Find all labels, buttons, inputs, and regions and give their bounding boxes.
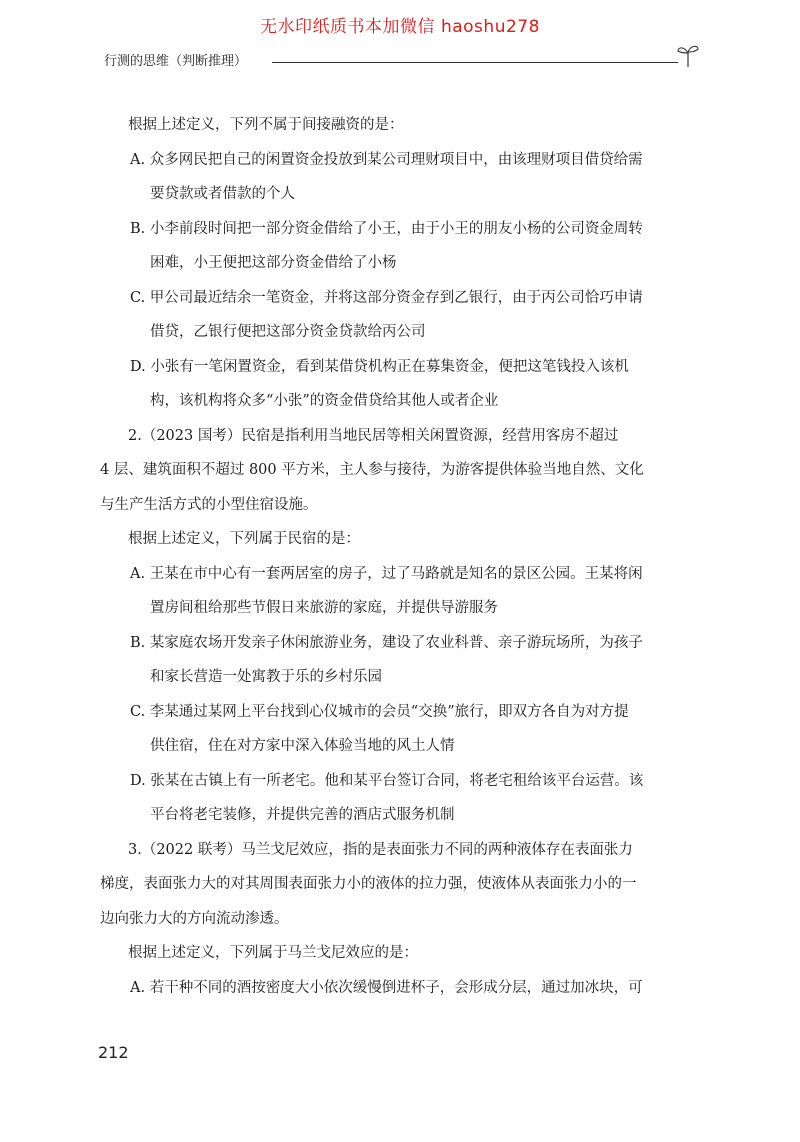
header-title: 行测的思维（判断推理）: [104, 54, 248, 69]
question-2-text-continued: 4 层、建筑面积不超过 800 平方米，主人参与接待，为游客提供体验当地自然、文化: [100, 462, 644, 478]
question-3-text-end: 边向张力大的方向流动渗透。: [100, 910, 289, 927]
watermark-text: 无水印纸质书本加微信 haoshu278: [260, 17, 540, 37]
option-c: C. 李某通过某网上平台找到心仪城市的会员“交换”旅行，即双方各自为对方提: [130, 703, 629, 720]
header-rule: [272, 62, 678, 63]
option-a-continued: 要贷款或者借款的个人: [150, 186, 295, 202]
option-a: A. 王某在市中心有一套两居室的房子，过了马路就是知名的景区公园。王某将闲: [130, 565, 643, 582]
option-b-continued: 困难，小王便把这部分资金借给了小杨: [150, 255, 397, 271]
option-c-continued: 借贷，乙银行便把这部分资金贷款给丙公司: [150, 324, 426, 340]
option-b: B. 某家庭农场开发亲子休闲旅游业务，建设了农业科普、亲子游玩场所，为孩子: [130, 634, 643, 651]
question-2-text-end: 与生产生活方式的小型住宿设施。: [100, 496, 318, 513]
question-2-text: 2.（2023 国考）民宿是指利用当地民居等相关闲置资源，经营用客房不超过: [128, 427, 619, 444]
running-header: [104, 50, 704, 72]
question-3-text: 3.（2022 联考）马兰戈尼效应，指的是表面张力不同的两种液体存在表面张力: [128, 841, 633, 858]
option-d-continued: 构，该机构将众多“小张”的资金借贷给其他人或者企业: [150, 393, 499, 409]
option-c-continued: 供住宿，住在对方家中深入体验当地的风土人情: [150, 738, 455, 754]
page-number: 212: [98, 1043, 129, 1062]
page-body: [100, 108, 704, 1005]
option-a: A. 众多网民把自己的闲置资金投放到某公司理财项目中，由该理财项目借贷给需: [130, 151, 643, 168]
option-d: D. 张某在古镇上有一所老宅。他和某平台签订合同，将老宅租给该平台运营。该: [130, 772, 644, 789]
option-b-continued: 和家长营造一处寓教于乐的乡村乐园: [150, 669, 382, 685]
question-prompt: 根据上述定义，下列属于马兰戈尼效应的是：: [128, 945, 418, 961]
question-prompt: 根据上述定义，下列不属于间接融资的是：: [128, 117, 404, 133]
sprout-icon: [676, 42, 700, 68]
question-prompt: 根据上述定义，下列属于民宿的是：: [128, 531, 360, 547]
option-d-continued: 平台将老宅装修，并提供完善的酒店式服务机制: [150, 807, 455, 823]
option-d: D. 小张有一笔闲置资金，看到某借贷机构正在募集资金，便把这笔钱投入该机: [130, 358, 629, 375]
option-b: B. 小李前段时间把一部分资金借给了小王，由于小王的朋友小杨的公司资金周转: [130, 220, 643, 237]
question-3-text-continued: 梯度，表面张力大的对其周围表面张力小的液体的拉力强，使液体从表面张力小的一: [100, 876, 637, 892]
option-a-continued: 置房间租给那些节假日来旅游的家庭，并提供导游服务: [150, 600, 498, 616]
option-a: A. 若干种不同的酒按密度大小依次缓慢倒进杯子，会形成分层，通过加冰块，可: [130, 979, 643, 996]
option-c: C. 甲公司最近结余一笔资金，并将这部分资金存到乙银行，由于丙公司恰巧申请: [130, 289, 643, 306]
